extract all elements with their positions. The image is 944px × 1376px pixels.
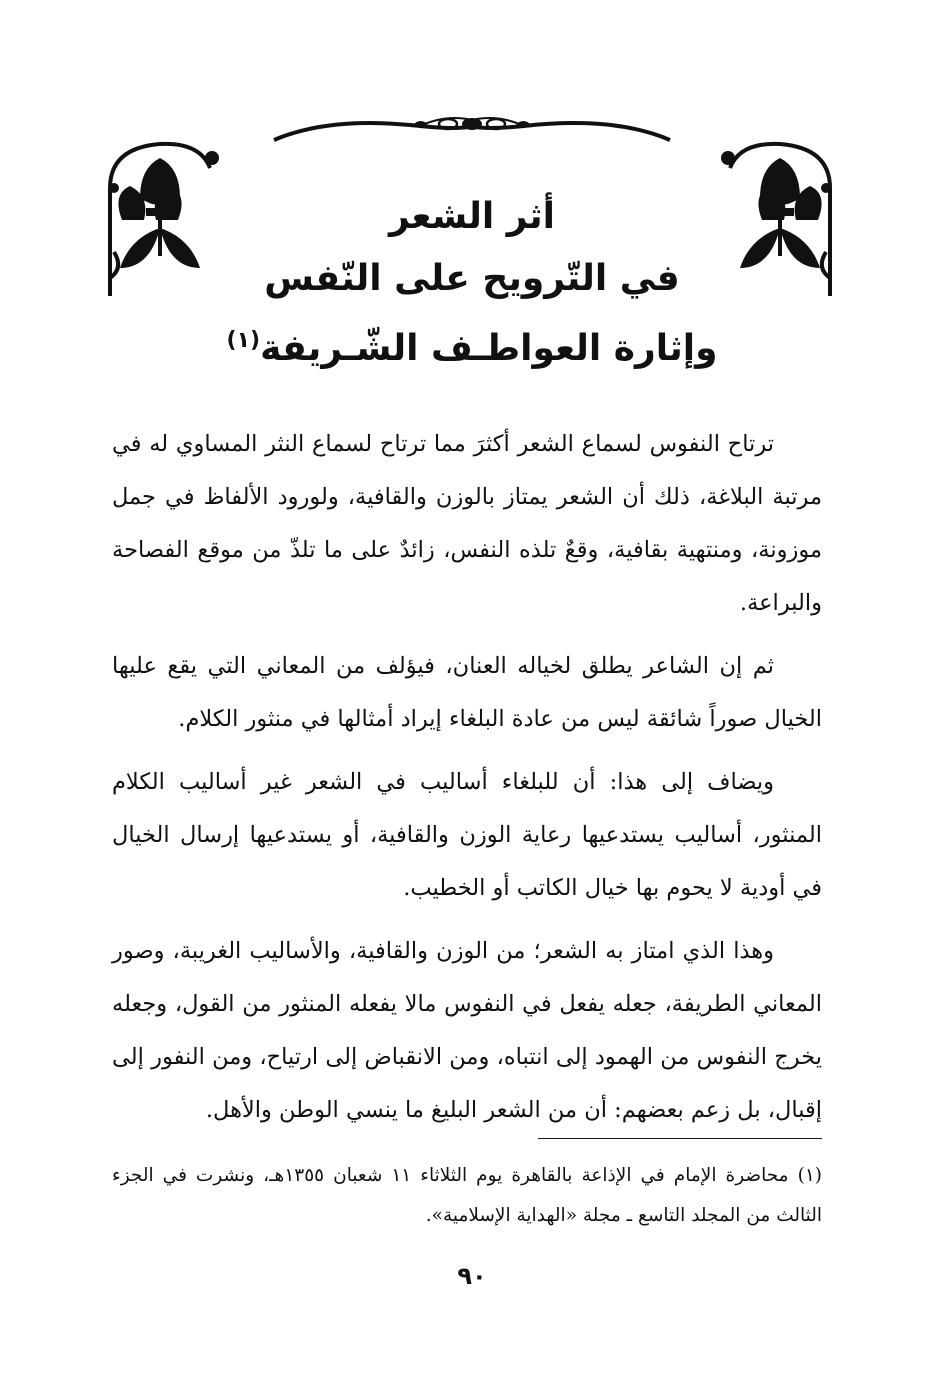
title-line-3-text: وإثارة العواطـف الشّـريفة	[260, 328, 718, 369]
footnote-text: (١) محاضرة الإمام في الإذاعة بالقاهرة يوم الثلاثاء ١١ شعبان ١٣٥٥هـ، ونشرت في الجزء الثالث من المجلد التاسع ـ مجلة «الهداية الإسلامية».	[112, 1165, 822, 1226]
paragraph: وهذا الذي امتاز به الشعر؛ من الوزن والقافية، والأساليب الغريبة، وصور المعاني الطريفة، جعله يفعل في النفوس مالا يفعله المنثور من القول، وجعله يخرج النفوس من الهمود إلى انتباه، ومن الانقباض إلى ارتياح، ومن النفور إلى إقبال، بل زعم بعضهم: أن من الشعر البليغ ما ينسي الوطن والأهل.	[112, 938, 822, 1123]
title-line-3	[180, 310, 764, 380]
top-ornament-divider	[270, 112, 674, 152]
title-line-1: أثر الشعر	[389, 196, 555, 237]
title-footnote-marker: (١)	[226, 328, 261, 353]
paragraph: ويضاف إلى هذا: أن للبلغاء أساليب في الشعر غير أساليب الكلام المنثور، أساليب يستدعيها رعاية الوزن والقافية، أو يستدعيها إرسال الخيال في أودية لا يحوم بها خيال الكاتب أو الخطيب.	[112, 769, 822, 901]
footnote	[112, 1156, 822, 1236]
chapter-title	[180, 186, 764, 380]
page-number: ٩٠	[457, 1262, 487, 1290]
paragraph: ترتاح النفوس لسماع الشعر أكثرَ مما ترتاح لسماع النثر المساوي له في مرتبة البلاغة، ذلك أن الشعر يمتاز بالوزن والقافية، ولورود الألفاظ في جمل موزونة، ومنتهية بقافية، وقعٌ تلذه النفس، زائدٌ على ما تلذّ من موقع الفصاحة والبراعة.	[112, 431, 822, 616]
footnote-separator	[538, 1138, 822, 1139]
paragraph: ثم إن الشاعر يطلق لخياله العنان، فيؤلف من المعاني التي يقع عليها الخيال صوراً شائقة ليس من عادة البلغاء إيراد أمثالها في منثور الكلام.	[112, 653, 822, 732]
body-text	[112, 418, 822, 1147]
title-line-2: في التّرويح على النّفس	[264, 258, 680, 299]
